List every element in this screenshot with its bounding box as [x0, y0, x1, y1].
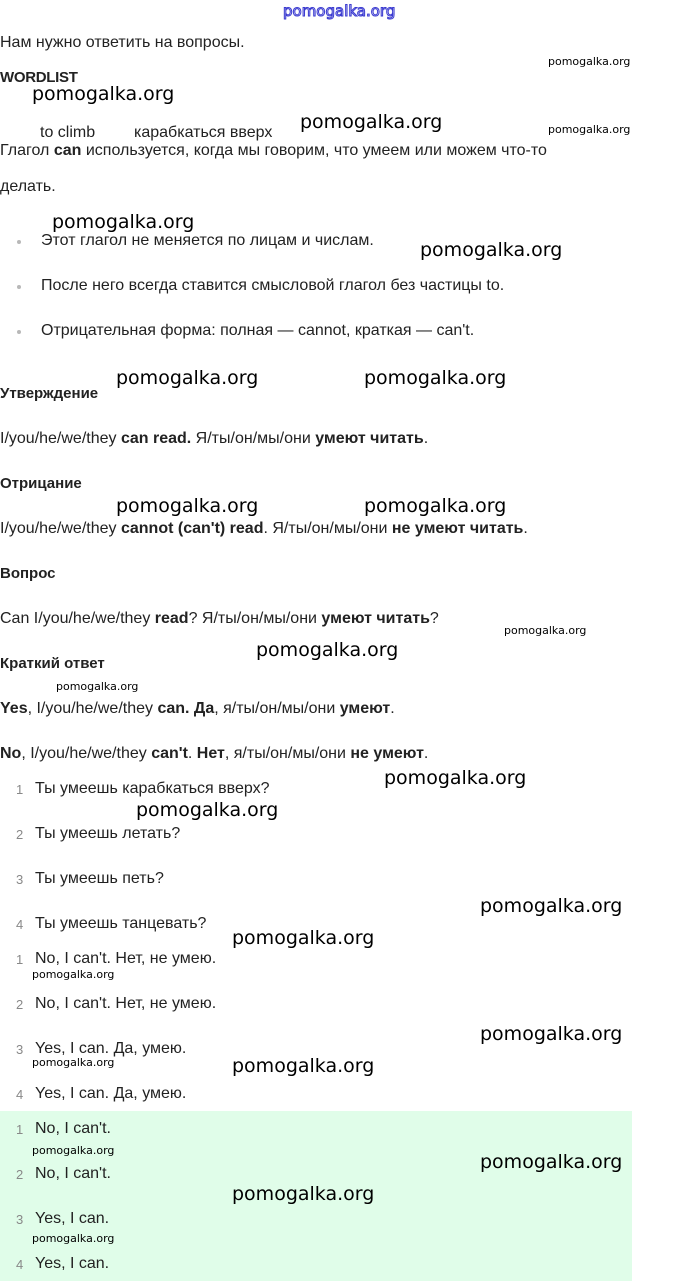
list-number: 3	[16, 872, 24, 887]
list-number: 4	[16, 1087, 24, 1102]
short-answer-no: No, I/you/he/we/they can't. Нет, я/ты/он/мы/они не умеют.	[0, 745, 429, 762]
watermark: pomogalka.org	[384, 767, 527, 789]
question-heading: Вопрос	[0, 565, 56, 582]
watermark: pomogalka.org	[480, 895, 623, 917]
list-item: No, I can't. Нет, не умею.	[35, 995, 217, 1012]
bullet-dot	[17, 285, 21, 289]
list-item: Ты умеешь танцевать?	[35, 915, 207, 932]
watermark: pomogalka.org	[420, 239, 563, 261]
list-number: 4	[16, 917, 24, 932]
watermark: pomogalka.org	[548, 55, 631, 68]
negative-heading: Отрицание	[0, 475, 82, 492]
watermark: pomogalka.org	[232, 927, 375, 949]
list-item: Yes, I can.	[35, 1255, 110, 1272]
list-item: Yes, I can.	[35, 1210, 110, 1227]
wordlist-translation: карабкаться вверх	[134, 124, 273, 141]
watermark: pomogalka.org	[136, 799, 279, 821]
watermark: pomogalka.org	[32, 968, 115, 981]
watermark: pomogalka.org	[364, 367, 507, 389]
list-number: 1	[16, 1122, 24, 1137]
question-example: Can I/you/he/we/they read? Я/ты/он/мы/они умеют читать?	[0, 610, 439, 627]
negative-example: I/you/he/we/they cannot (can't) read. Я/ты/он/мы/они не умеют читать.	[0, 520, 528, 537]
wordlist-row	[0, 118, 320, 141]
short-answer-heading: Краткий ответ	[0, 655, 105, 672]
list-number: 3	[16, 1042, 24, 1057]
list-number: 2	[16, 997, 24, 1012]
watermark: pomogalka.org	[56, 680, 139, 693]
bullet-dot	[17, 330, 21, 334]
watermark: pomogalka.org	[52, 211, 195, 233]
header-watermark: pomogalka.org	[283, 2, 396, 20]
watermark: pomogalka.org	[232, 1055, 375, 1077]
list-item: No, I can't.	[35, 1165, 111, 1182]
intro-text: Нам нужно ответить на вопросы.	[0, 34, 245, 51]
list-number: 2	[16, 827, 24, 842]
bullet-item: Отрицательная форма: полная — cannot, краткая — can't.	[41, 322, 475, 339]
list-item: Ты умеешь карабкаться вверх?	[35, 780, 270, 797]
watermark: pomogalka.org	[256, 639, 399, 661]
list-number: 1	[16, 952, 24, 967]
affirmative-example: I/you/he/we/they can read. Я/ты/он/мы/они умеют читать.	[0, 430, 429, 447]
watermark: pomogalka.org	[32, 83, 175, 105]
watermark: pomogalka.org	[116, 367, 259, 389]
bullet-item: Этот глагол не меняется по лицам и числам.	[41, 232, 374, 249]
list-number: 1	[16, 782, 24, 797]
bullet-dot	[17, 240, 21, 244]
affirmative-heading: Утверждение	[0, 385, 99, 402]
watermark: pomogalka.org	[232, 1183, 375, 1205]
short-answer-yes: Yes, I/you/he/we/they can. Да, я/ты/он/мы/они умеют.	[0, 700, 395, 717]
list-item: Ты умеешь летать?	[35, 825, 181, 842]
list-number: 2	[16, 1167, 24, 1182]
list-item: Yes, I can. Да, умею.	[35, 1085, 187, 1102]
watermark: pomogalka.org	[364, 495, 507, 517]
list-number: 3	[16, 1212, 24, 1227]
watermark: pomogalka.org	[32, 1232, 115, 1245]
watermark: pomogalka.org	[480, 1023, 623, 1045]
watermark: pomogalka.org	[548, 123, 631, 136]
list-item: No, I can't. Нет, не умею.	[35, 950, 217, 967]
list-number: 4	[16, 1257, 24, 1272]
wordlist-word: to climb	[40, 124, 96, 141]
watermark: pomogalka.org	[32, 1056, 115, 1069]
list-item: Yes, I can. Да, умею.	[35, 1040, 187, 1057]
list-item: Ты умеешь петь?	[35, 870, 164, 887]
rule-line-1: Глагол can используется, когда мы говорим, что умеем или можем что-то	[0, 142, 547, 159]
list-item: No, I can't.	[35, 1120, 111, 1137]
watermark: pomogalka.org	[32, 1144, 115, 1157]
wordlist-title: WORDLIST	[0, 69, 78, 86]
watermark: pomogalka.org	[116, 495, 259, 517]
bullet-item: После него всегда ставится смысловой глагол без частицы to.	[41, 277, 505, 294]
watermark: pomogalka.org	[480, 1151, 623, 1173]
watermark: pomogalka.org	[504, 624, 587, 637]
rule-line-2: делать.	[0, 178, 56, 195]
watermark: pomogalka.org	[300, 111, 443, 133]
